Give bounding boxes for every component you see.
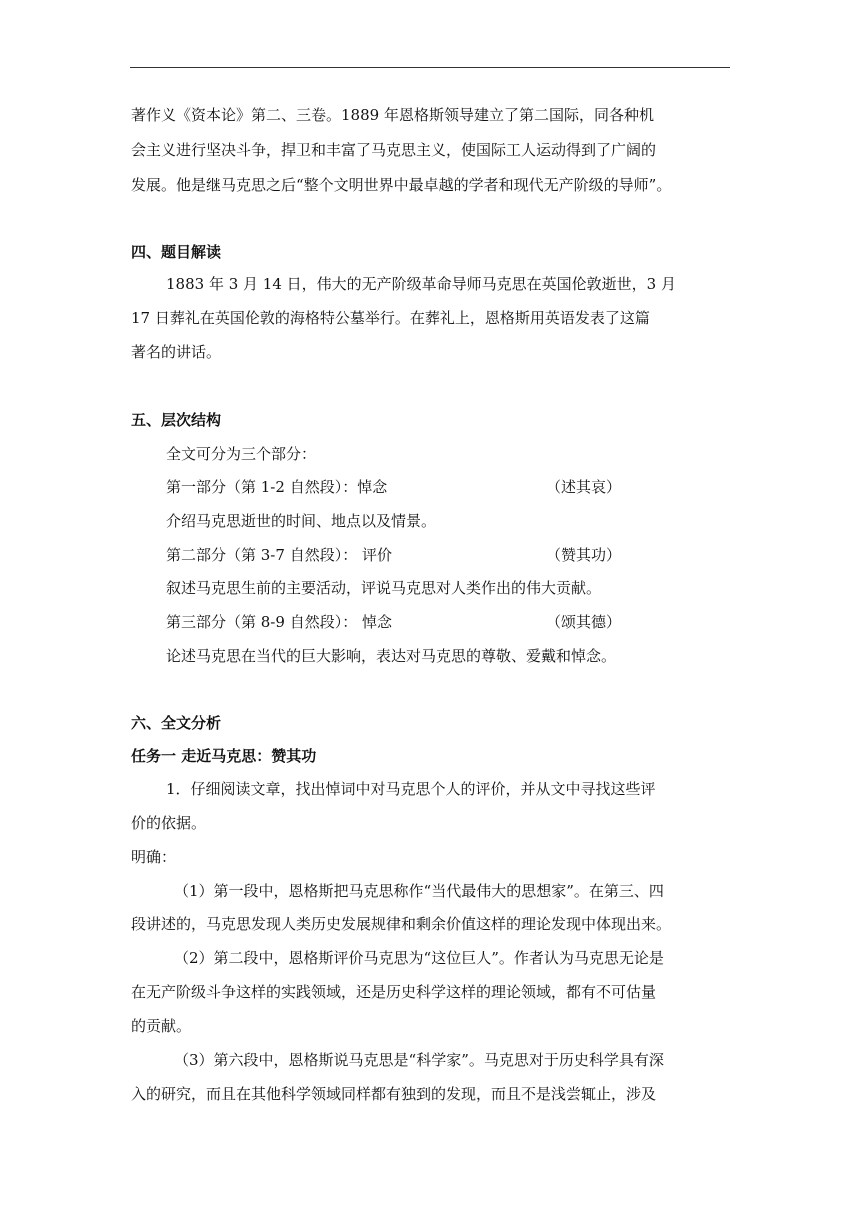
question-line: 价的依据。 [131,814,207,832]
answer-line: （2）第二段中，恩格斯评价马克思为“这位巨人”。作者认为马克思无论是 [174,949,664,967]
body-line: 1883 年 3 月 14 日，伟大的无产阶级革命导师马克思在英国伦敦逝世，3 月 [166,275,676,293]
part-desc: 介绍马克思逝世的时间、地点以及情景。 [166,512,437,530]
body-line: 17 日葬礼在英国伦敦的海格特公墓举行。在葬礼上，恩格斯用英语发表了这篇 [131,309,650,327]
answer-label: 明确： [131,848,177,866]
part-title: 第二部分（第 3-7 自然段）： 评价 [166,546,392,564]
task-heading: 任务一 走近马克思：赞其功 [131,747,317,765]
body-line: 发展。他是继马克思之后“整个文明世界中最卓越的学者和现代无产阶级的导师”。 [131,176,672,194]
section-heading-5: 五、层次结构 [131,411,222,429]
answer-line: 入的研究，而且在其他科学领域同样都有独到的发现，而且不是浅尝辄止，涉及 [131,1085,657,1103]
structure-intro: 全文可分为三个部分： [166,445,317,463]
answer-line: （1）第一段中，恩格斯把马克思称作“当代最伟大的思想家”。在第三、四 [174,882,664,900]
body-line: 会主义进行坚决斗争，捍卫和丰富了马克思主义，使国际工人运动得到了广阔的 [131,141,657,159]
part-desc: 叙述马克思生前的主要活动，评说马克思对人类作出的伟大贡献。 [166,579,602,597]
question-line: 1．仔细阅读文章，找出悼词中对马克思个人的评价，并从文中寻找这些评 [166,780,656,798]
part-title: 第三部分（第 8-9 自然段）： 悼念 [166,613,392,631]
answer-line: 的贡献。 [131,1017,192,1035]
answer-line: （3）第六段中，恩格斯说马克思是“科学家”。马克思对于历史科学具有深 [174,1051,664,1069]
answer-line: 在无产阶级斗争这样的实践领域，还是历史科学这样的理论领域，都有不可估量 [131,983,657,1001]
answer-line: 段讲述的，马克思发现人类历史发展规律和剩余价值这样的理论发现中体现出来。 [131,915,672,933]
section-heading-6: 六、全文分析 [131,714,222,732]
part-title: 第一部分（第 1-2 自然段）：悼念 [166,478,388,496]
part-desc: 论述马克思在当代的巨大影响，表达对马克思的尊敬、爱戴和悼念。 [166,647,617,665]
section-heading-4: 四、题目解读 [131,243,222,261]
header-rule [130,67,730,68]
part-tag: （述其哀） [546,478,622,496]
part-tag: （赞其功） [546,546,622,564]
body-line: 著名的讲话。 [131,343,222,361]
part-tag: （颂其德） [546,613,622,631]
body-line: 著作义《资本论》第二、三卷。1889 年恩格斯领导建立了第二国际，同各种机 [131,106,654,124]
